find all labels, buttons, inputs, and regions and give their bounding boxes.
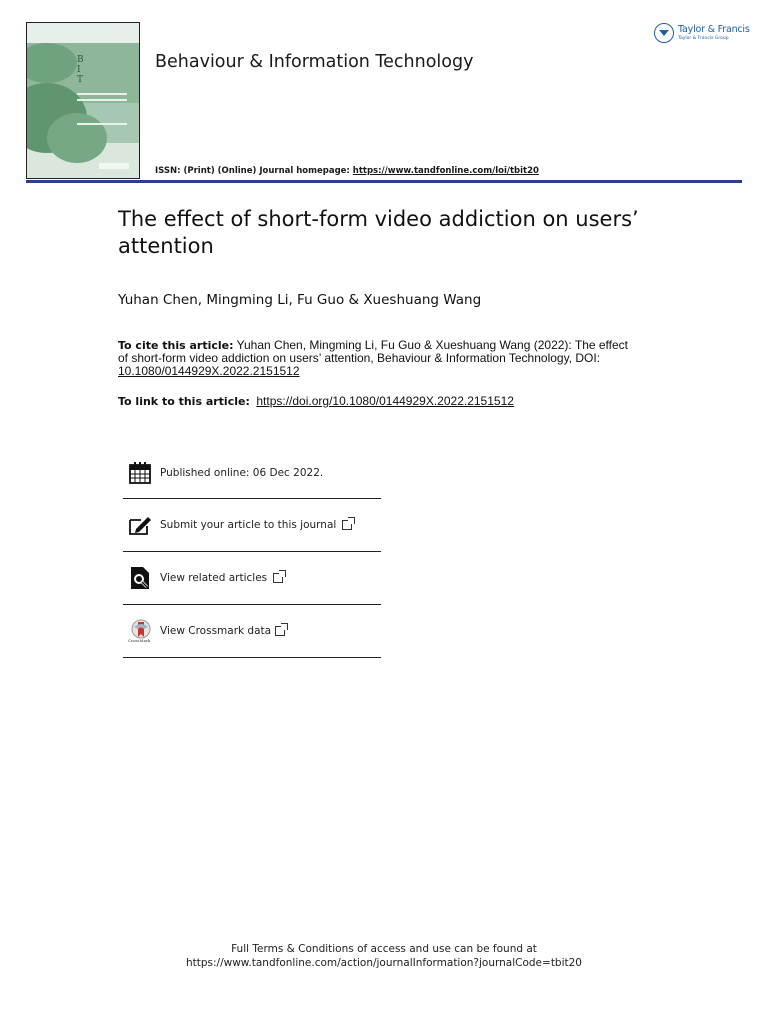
article-link-line [118, 394, 514, 408]
published-online-row [123, 448, 381, 499]
cite-text: Yuhan Chen, Mingming Li, Fu Guo & Xueshuang Wang (2022): The effect of short-form video addiction on users’ attention, Behaviour & Information Technology, DOI: [118, 338, 629, 365]
submit-article-link[interactable]: Submit your article to this journal [160, 519, 337, 531]
article-title: The effect of short-form video addiction on users’ attention [118, 207, 639, 258]
terms-footer [0, 942, 768, 970]
article-doi-link[interactable]: https://doi.org/10.1080/0144929X.2022.2151512 [256, 394, 514, 408]
issn-text: ISSN: (Print) (Online) Journal homepage: [155, 166, 353, 176]
calendar-icon [127, 460, 155, 486]
taylor-francis-icon [654, 23, 674, 43]
article-authors: Yuhan Chen, Mingming Li, Fu Guo & Xueshuang Wang [118, 292, 482, 308]
cite-label: To cite this article: [118, 339, 234, 352]
article-actions [123, 448, 381, 658]
crossmark-icon [127, 618, 155, 644]
crossmark-label: CrossMark [128, 638, 151, 643]
related-articles-icon [127, 565, 155, 591]
publisher-logo[interactable] [654, 23, 754, 47]
external-link-icon [273, 573, 283, 583]
terms-link[interactable]: https://www.tandfonline.com/action/journalInformation?journalCode=tbit20 [185, 957, 582, 969]
related-articles-link[interactable]: View related articles [160, 572, 268, 584]
journal-title: Behaviour & Information Technology [155, 52, 474, 72]
journal-cover-image [26, 22, 140, 179]
related-articles-row[interactable] [123, 552, 381, 605]
external-link-icon [342, 520, 352, 530]
submit-article-row[interactable] [123, 499, 381, 552]
terms-text: Full Terms & Conditions of access and use can be found at [231, 943, 537, 955]
crossmark-row[interactable] [123, 605, 381, 658]
published-online-text: Published online: 06 Dec 2022. [160, 467, 324, 479]
external-link-icon [275, 626, 285, 636]
publisher-group: Taylor & Francis Group [678, 36, 729, 41]
edit-icon [127, 512, 155, 538]
link-label: To link to this article: [118, 395, 250, 408]
header-divider [26, 180, 742, 183]
publisher-name: Taylor & Francis [678, 24, 750, 35]
cover-letters: B I T [77, 55, 84, 85]
doi-link[interactable]: 10.1080/0144929X.2022.2151512 [118, 364, 300, 378]
citation-block [118, 339, 638, 378]
journal-homepage-link[interactable]: https://www.tandfonline.com/loi/tbit20 [352, 166, 539, 176]
crossmark-link[interactable]: View Crossmark data [160, 625, 272, 637]
issn-homepage-line [155, 166, 539, 176]
